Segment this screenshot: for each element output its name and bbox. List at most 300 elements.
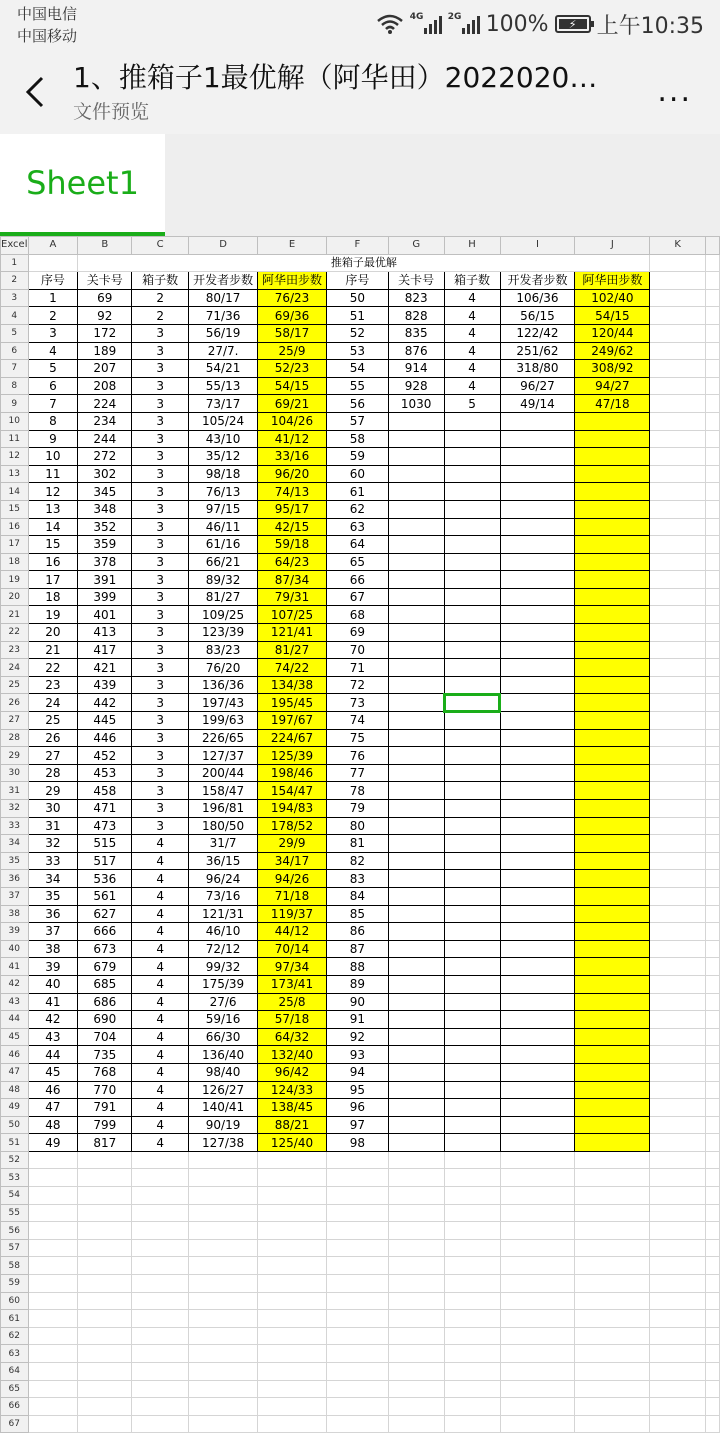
row-header[interactable]: 16 bbox=[1, 518, 29, 536]
table-cell[interactable] bbox=[575, 1028, 650, 1046]
table-cell[interactable]: 44 bbox=[28, 1046, 78, 1064]
table-cell[interactable]: 67 bbox=[326, 588, 388, 606]
grid-cell[interactable] bbox=[650, 412, 706, 430]
table-cell[interactable]: 199/63 bbox=[189, 712, 258, 730]
table-cell[interactable] bbox=[388, 483, 444, 501]
table-cell[interactable]: 4 bbox=[444, 377, 500, 395]
table-cell[interactable]: 207 bbox=[78, 360, 132, 378]
table-cell[interactable]: 76/13 bbox=[189, 483, 258, 501]
back-arrow-icon[interactable] bbox=[16, 68, 56, 116]
table-cell[interactable] bbox=[444, 1063, 500, 1081]
table-cell[interactable] bbox=[444, 852, 500, 870]
table-cell[interactable]: 3 bbox=[132, 694, 189, 712]
table-cell[interactable] bbox=[500, 1081, 575, 1099]
row-header[interactable]: 40 bbox=[1, 940, 29, 958]
table-cell[interactable]: 3 bbox=[132, 659, 189, 677]
table-cell[interactable]: 445 bbox=[78, 712, 132, 730]
table-cell[interactable]: 3 bbox=[132, 360, 189, 378]
table-cell[interactable] bbox=[444, 817, 500, 835]
column-header[interactable]: D bbox=[189, 237, 258, 255]
table-cell[interactable] bbox=[500, 1063, 575, 1081]
table-cell[interactable] bbox=[444, 606, 500, 624]
table-cell[interactable]: 251/62 bbox=[500, 342, 575, 360]
table-cell[interactable]: 175/39 bbox=[189, 975, 258, 993]
grid-cell[interactable] bbox=[326, 1292, 388, 1310]
grid-cell[interactable] bbox=[575, 1363, 650, 1381]
table-cell[interactable] bbox=[444, 448, 500, 466]
grid-cell[interactable] bbox=[388, 1204, 444, 1222]
row-header[interactable]: 51 bbox=[1, 1134, 29, 1152]
grid-cell[interactable] bbox=[706, 324, 720, 342]
table-cell[interactable] bbox=[444, 412, 500, 430]
row-header[interactable]: 4 bbox=[1, 307, 29, 325]
grid-cell[interactable] bbox=[28, 1222, 78, 1240]
table-cell[interactable] bbox=[500, 430, 575, 448]
table-cell[interactable] bbox=[575, 993, 650, 1011]
table-cell[interactable] bbox=[444, 1046, 500, 1064]
tab-sheet1[interactable]: Sheet1 bbox=[0, 134, 165, 236]
table-cell[interactable]: 189 bbox=[78, 342, 132, 360]
grid-cell[interactable] bbox=[706, 712, 720, 730]
grid-cell[interactable] bbox=[78, 1345, 132, 1363]
grid-cell[interactable] bbox=[650, 817, 706, 835]
table-cell[interactable]: 16 bbox=[28, 553, 78, 571]
grid-cell[interactable] bbox=[28, 1327, 78, 1345]
table-cell[interactable]: 88/21 bbox=[258, 1116, 327, 1134]
table-cell[interactable]: 66/21 bbox=[189, 553, 258, 571]
grid-cell[interactable] bbox=[28, 1151, 78, 1169]
table-cell[interactable] bbox=[575, 694, 650, 712]
grid-cell[interactable] bbox=[650, 395, 706, 413]
table-header-cell[interactable]: 关卡号 bbox=[78, 272, 132, 290]
table-cell[interactable]: 82 bbox=[326, 852, 388, 870]
table-cell[interactable]: 136/36 bbox=[189, 676, 258, 694]
table-cell[interactable] bbox=[575, 782, 650, 800]
table-cell[interactable] bbox=[500, 571, 575, 589]
grid-cell[interactable] bbox=[444, 1415, 500, 1433]
table-cell[interactable] bbox=[444, 465, 500, 483]
table-cell[interactable] bbox=[444, 694, 500, 712]
table-cell[interactable]: 89 bbox=[326, 975, 388, 993]
grid-cell[interactable] bbox=[189, 1398, 258, 1416]
table-cell[interactable] bbox=[388, 536, 444, 554]
grid-cell[interactable] bbox=[706, 1099, 720, 1117]
grid-cell[interactable] bbox=[575, 1187, 650, 1205]
grid-cell[interactable] bbox=[575, 1169, 650, 1187]
grid-cell[interactable] bbox=[326, 1380, 388, 1398]
row-header[interactable]: 50 bbox=[1, 1116, 29, 1134]
grid-cell[interactable] bbox=[706, 483, 720, 501]
grid-cell[interactable] bbox=[650, 694, 706, 712]
table-cell[interactable]: 458 bbox=[78, 782, 132, 800]
row-header[interactable]: 39 bbox=[1, 923, 29, 941]
table-cell[interactable]: 76/23 bbox=[258, 289, 327, 307]
table-cell[interactable]: 439 bbox=[78, 676, 132, 694]
table-cell[interactable]: 11 bbox=[28, 465, 78, 483]
table-cell[interactable] bbox=[388, 518, 444, 536]
grid-cell[interactable] bbox=[650, 272, 706, 290]
table-cell[interactable]: 515 bbox=[78, 835, 132, 853]
grid-cell[interactable] bbox=[28, 1292, 78, 1310]
table-cell[interactable]: 61/16 bbox=[189, 536, 258, 554]
table-cell[interactable] bbox=[575, 430, 650, 448]
table-cell[interactable]: 25/9 bbox=[258, 342, 327, 360]
table-cell[interactable] bbox=[575, 641, 650, 659]
table-cell[interactable] bbox=[444, 1011, 500, 1029]
table-cell[interactable] bbox=[388, 835, 444, 853]
grid-cell[interactable] bbox=[575, 1292, 650, 1310]
grid-cell[interactable] bbox=[444, 1310, 500, 1328]
table-cell[interactable] bbox=[575, 800, 650, 818]
table-cell[interactable]: 124/33 bbox=[258, 1081, 327, 1099]
table-cell[interactable]: 92 bbox=[78, 307, 132, 325]
table-cell[interactable]: 928 bbox=[388, 377, 444, 395]
grid-cell[interactable] bbox=[650, 588, 706, 606]
table-cell[interactable]: 59 bbox=[326, 448, 388, 466]
table-cell[interactable]: 68 bbox=[326, 606, 388, 624]
column-header[interactable]: J bbox=[575, 237, 650, 255]
grid-cell[interactable] bbox=[132, 1363, 189, 1381]
table-cell[interactable]: 59/18 bbox=[258, 536, 327, 554]
grid-cell[interactable] bbox=[650, 1011, 706, 1029]
table-cell[interactable]: 194/83 bbox=[258, 800, 327, 818]
table-cell[interactable] bbox=[500, 448, 575, 466]
table-cell[interactable]: 348 bbox=[78, 500, 132, 518]
table-cell[interactable] bbox=[575, 483, 650, 501]
table-cell[interactable]: 66 bbox=[326, 571, 388, 589]
table-header-cell[interactable]: 箱子数 bbox=[444, 272, 500, 290]
table-cell[interactable]: 817 bbox=[78, 1134, 132, 1152]
grid-cell[interactable] bbox=[258, 1310, 327, 1328]
table-cell[interactable]: 125/39 bbox=[258, 747, 327, 765]
table-cell[interactable]: 3 bbox=[132, 412, 189, 430]
row-header[interactable]: 27 bbox=[1, 712, 29, 730]
table-cell[interactable]: 73/17 bbox=[189, 395, 258, 413]
table-cell[interactable]: 1030 bbox=[388, 395, 444, 413]
table-cell[interactable]: 208 bbox=[78, 377, 132, 395]
grid-cell[interactable] bbox=[575, 1275, 650, 1293]
grid-cell[interactable] bbox=[500, 1292, 575, 1310]
grid-cell[interactable] bbox=[132, 1275, 189, 1293]
table-cell[interactable]: 95 bbox=[326, 1081, 388, 1099]
table-cell[interactable] bbox=[444, 782, 500, 800]
grid-cell[interactable] bbox=[706, 1345, 720, 1363]
grid-cell[interactable] bbox=[650, 1398, 706, 1416]
grid-cell[interactable] bbox=[706, 764, 720, 782]
table-cell[interactable]: 38 bbox=[28, 940, 78, 958]
table-cell[interactable]: 446 bbox=[78, 729, 132, 747]
table-cell[interactable] bbox=[575, 1046, 650, 1064]
grid-cell[interactable] bbox=[650, 1380, 706, 1398]
grid-cell[interactable] bbox=[189, 1151, 258, 1169]
table-cell[interactable]: 3 bbox=[132, 430, 189, 448]
row-header[interactable]: 66 bbox=[1, 1398, 29, 1416]
table-cell[interactable] bbox=[575, 1116, 650, 1134]
table-cell[interactable] bbox=[575, 923, 650, 941]
table-cell[interactable] bbox=[388, 940, 444, 958]
grid-cell[interactable] bbox=[706, 887, 720, 905]
grid-cell[interactable] bbox=[444, 1345, 500, 1363]
table-cell[interactable] bbox=[388, 1116, 444, 1134]
table-cell[interactable] bbox=[444, 624, 500, 642]
table-cell[interactable]: 79/31 bbox=[258, 588, 327, 606]
grid-cell[interactable] bbox=[706, 1204, 720, 1222]
grid-cell[interactable] bbox=[706, 1151, 720, 1169]
grid-cell[interactable] bbox=[650, 518, 706, 536]
table-cell[interactable] bbox=[388, 571, 444, 589]
table-cell[interactable]: 4 bbox=[132, 1134, 189, 1152]
table-header-cell[interactable]: 关卡号 bbox=[388, 272, 444, 290]
grid-cell[interactable] bbox=[706, 1292, 720, 1310]
row-header[interactable]: 43 bbox=[1, 993, 29, 1011]
grid-cell[interactable] bbox=[706, 1046, 720, 1064]
column-header[interactable] bbox=[706, 237, 720, 255]
table-cell[interactable] bbox=[500, 500, 575, 518]
table-cell[interactable]: 54/15 bbox=[575, 307, 650, 325]
table-cell[interactable]: 75 bbox=[326, 729, 388, 747]
grid-cell[interactable] bbox=[28, 1380, 78, 1398]
row-header[interactable]: 52 bbox=[1, 1151, 29, 1169]
grid-cell[interactable] bbox=[706, 835, 720, 853]
table-cell[interactable] bbox=[444, 588, 500, 606]
table-cell[interactable]: 57 bbox=[326, 412, 388, 430]
table-cell[interactable]: 77 bbox=[326, 764, 388, 782]
table-cell[interactable] bbox=[575, 747, 650, 765]
grid-cell[interactable] bbox=[706, 624, 720, 642]
table-cell[interactable]: 823 bbox=[388, 289, 444, 307]
row-header[interactable]: 11 bbox=[1, 430, 29, 448]
grid-cell[interactable] bbox=[500, 1239, 575, 1257]
table-cell[interactable]: 125/40 bbox=[258, 1134, 327, 1152]
grid-cell[interactable] bbox=[78, 1398, 132, 1416]
table-cell[interactable]: 4 bbox=[132, 1046, 189, 1064]
grid-cell[interactable] bbox=[326, 1222, 388, 1240]
grid-cell[interactable] bbox=[706, 940, 720, 958]
table-cell[interactable] bbox=[575, 518, 650, 536]
grid-cell[interactable] bbox=[78, 1204, 132, 1222]
table-cell[interactable]: 3 bbox=[132, 676, 189, 694]
grid-cell[interactable] bbox=[706, 817, 720, 835]
table-cell[interactable]: 27/7. bbox=[189, 342, 258, 360]
grid-cell[interactable] bbox=[650, 1275, 706, 1293]
table-cell[interactable]: 55/13 bbox=[189, 377, 258, 395]
row-header[interactable]: 46 bbox=[1, 1046, 29, 1064]
table-cell[interactable] bbox=[575, 940, 650, 958]
grid-cell[interactable] bbox=[132, 1398, 189, 1416]
table-cell[interactable]: 195/45 bbox=[258, 694, 327, 712]
table-cell[interactable]: 2 bbox=[28, 307, 78, 325]
grid-cell[interactable] bbox=[650, 360, 706, 378]
table-cell[interactable]: 4 bbox=[444, 360, 500, 378]
grid-cell[interactable] bbox=[78, 1292, 132, 1310]
table-cell[interactable]: 627 bbox=[78, 905, 132, 923]
row-header[interactable]: 21 bbox=[1, 606, 29, 624]
table-cell[interactable]: 453 bbox=[78, 764, 132, 782]
table-cell[interactable]: 81/27 bbox=[189, 588, 258, 606]
grid-cell[interactable] bbox=[650, 1363, 706, 1381]
table-cell[interactable] bbox=[388, 729, 444, 747]
grid-cell[interactable] bbox=[706, 1257, 720, 1275]
table-cell[interactable]: 25/8 bbox=[258, 993, 327, 1011]
grid-cell[interactable] bbox=[650, 835, 706, 853]
table-cell[interactable]: 79 bbox=[326, 800, 388, 818]
table-cell[interactable] bbox=[388, 782, 444, 800]
table-cell[interactable] bbox=[575, 553, 650, 571]
grid-cell[interactable] bbox=[650, 448, 706, 466]
grid-cell[interactable] bbox=[650, 659, 706, 677]
table-cell[interactable]: 3 bbox=[132, 448, 189, 466]
table-cell[interactable]: 685 bbox=[78, 975, 132, 993]
table-cell[interactable]: 84 bbox=[326, 887, 388, 905]
grid-cell[interactable] bbox=[706, 518, 720, 536]
grid-cell[interactable] bbox=[650, 1257, 706, 1275]
table-cell[interactable]: 28 bbox=[28, 764, 78, 782]
grid-cell[interactable] bbox=[706, 377, 720, 395]
table-cell[interactable] bbox=[388, 975, 444, 993]
table-cell[interactable]: 835 bbox=[388, 324, 444, 342]
table-cell[interactable]: 17 bbox=[28, 571, 78, 589]
grid-cell[interactable] bbox=[500, 1169, 575, 1187]
row-header[interactable]: 56 bbox=[1, 1222, 29, 1240]
table-cell[interactable]: 97/34 bbox=[258, 958, 327, 976]
table-cell[interactable]: 46/10 bbox=[189, 923, 258, 941]
table-cell[interactable]: 94/26 bbox=[258, 870, 327, 888]
table-cell[interactable]: 4 bbox=[132, 940, 189, 958]
grid-cell[interactable] bbox=[706, 1275, 720, 1293]
grid-cell[interactable] bbox=[706, 430, 720, 448]
column-header[interactable]: G bbox=[388, 237, 444, 255]
table-cell[interactable]: 54/21 bbox=[189, 360, 258, 378]
table-cell[interactable]: 80 bbox=[326, 817, 388, 835]
grid-cell[interactable] bbox=[650, 483, 706, 501]
table-cell[interactable]: 88 bbox=[326, 958, 388, 976]
table-cell[interactable]: 32 bbox=[28, 835, 78, 853]
table-cell[interactable] bbox=[388, 588, 444, 606]
table-cell[interactable]: 69 bbox=[78, 289, 132, 307]
grid-cell[interactable] bbox=[706, 395, 720, 413]
table-cell[interactable]: 29 bbox=[28, 782, 78, 800]
table-cell[interactable]: 4 bbox=[132, 887, 189, 905]
grid-cell[interactable] bbox=[78, 1257, 132, 1275]
grid-cell[interactable] bbox=[650, 1292, 706, 1310]
grid-cell[interactable] bbox=[575, 1239, 650, 1257]
table-cell[interactable] bbox=[388, 676, 444, 694]
row-header[interactable]: 38 bbox=[1, 905, 29, 923]
grid-cell[interactable] bbox=[706, 782, 720, 800]
table-cell[interactable]: 5 bbox=[444, 395, 500, 413]
column-header[interactable]: H bbox=[444, 237, 500, 255]
table-cell[interactable]: 36/15 bbox=[189, 852, 258, 870]
table-cell[interactable]: 97/15 bbox=[189, 500, 258, 518]
table-cell[interactable]: 413 bbox=[78, 624, 132, 642]
table-cell[interactable] bbox=[500, 782, 575, 800]
row-header[interactable]: 48 bbox=[1, 1081, 29, 1099]
table-header-cell[interactable]: 阿华田步数 bbox=[575, 272, 650, 290]
grid-cell[interactable] bbox=[650, 1415, 706, 1433]
table-cell[interactable] bbox=[500, 747, 575, 765]
row-header[interactable]: 64 bbox=[1, 1363, 29, 1381]
table-cell[interactable]: 20 bbox=[28, 624, 78, 642]
row-header[interactable]: 7 bbox=[1, 360, 29, 378]
table-cell[interactable]: 3 bbox=[132, 624, 189, 642]
grid-cell[interactable] bbox=[575, 1345, 650, 1363]
table-cell[interactable] bbox=[388, 694, 444, 712]
table-cell[interactable]: 3 bbox=[28, 324, 78, 342]
table-cell[interactable]: 70/14 bbox=[258, 940, 327, 958]
table-cell[interactable]: 50 bbox=[326, 289, 388, 307]
grid-cell[interactable] bbox=[132, 1380, 189, 1398]
table-cell[interactable]: 4 bbox=[132, 835, 189, 853]
table-cell[interactable]: 73 bbox=[326, 694, 388, 712]
grid-cell[interactable] bbox=[650, 342, 706, 360]
table-cell[interactable] bbox=[388, 712, 444, 730]
grid-cell[interactable] bbox=[650, 254, 706, 272]
table-cell[interactable] bbox=[500, 588, 575, 606]
table-cell[interactable]: 234 bbox=[78, 412, 132, 430]
grid-cell[interactable] bbox=[500, 1275, 575, 1293]
table-cell[interactable]: 96/42 bbox=[258, 1063, 327, 1081]
grid-cell[interactable] bbox=[132, 1415, 189, 1433]
grid-cell[interactable] bbox=[388, 1398, 444, 1416]
table-cell[interactable]: 56/19 bbox=[189, 324, 258, 342]
grid-cell[interactable] bbox=[78, 1239, 132, 1257]
grid-cell[interactable] bbox=[650, 1063, 706, 1081]
grid-cell[interactable] bbox=[326, 1310, 388, 1328]
column-header[interactable]: C bbox=[132, 237, 189, 255]
table-cell[interactable] bbox=[388, 1134, 444, 1152]
table-cell[interactable]: 2 bbox=[132, 289, 189, 307]
grid-cell[interactable] bbox=[258, 1398, 327, 1416]
grid-cell[interactable] bbox=[189, 1415, 258, 1433]
row-header[interactable]: 5 bbox=[1, 324, 29, 342]
row-header[interactable]: 3 bbox=[1, 289, 29, 307]
table-cell[interactable]: 4 bbox=[28, 342, 78, 360]
grid-cell[interactable] bbox=[650, 500, 706, 518]
table-cell[interactable] bbox=[500, 1046, 575, 1064]
grid-cell[interactable] bbox=[650, 1204, 706, 1222]
table-cell[interactable] bbox=[388, 500, 444, 518]
table-cell[interactable] bbox=[575, 606, 650, 624]
table-cell[interactable]: 81 bbox=[326, 835, 388, 853]
table-cell[interactable] bbox=[500, 1099, 575, 1117]
table-cell[interactable]: 391 bbox=[78, 571, 132, 589]
table-cell[interactable] bbox=[575, 571, 650, 589]
table-cell[interactable]: 536 bbox=[78, 870, 132, 888]
row-header[interactable]: 37 bbox=[1, 887, 29, 905]
table-cell[interactable]: 673 bbox=[78, 940, 132, 958]
table-cell[interactable]: 91 bbox=[326, 1011, 388, 1029]
table-cell[interactable]: 96/27 bbox=[500, 377, 575, 395]
table-cell[interactable] bbox=[388, 465, 444, 483]
table-cell[interactable]: 3 bbox=[132, 395, 189, 413]
grid-cell[interactable] bbox=[189, 1380, 258, 1398]
grid-cell[interactable] bbox=[706, 923, 720, 941]
table-cell[interactable]: 87 bbox=[326, 940, 388, 958]
grid-cell[interactable] bbox=[388, 1257, 444, 1275]
table-cell[interactable] bbox=[388, 412, 444, 430]
grid-cell[interactable] bbox=[706, 342, 720, 360]
table-cell[interactable]: 22 bbox=[28, 659, 78, 677]
grid-cell[interactable] bbox=[706, 307, 720, 325]
row-header[interactable]: 58 bbox=[1, 1257, 29, 1275]
table-cell[interactable]: 99/32 bbox=[189, 958, 258, 976]
grid-cell[interactable] bbox=[132, 1292, 189, 1310]
row-header[interactable]: 34 bbox=[1, 835, 29, 853]
grid-cell[interactable] bbox=[28, 1239, 78, 1257]
table-cell[interactable] bbox=[388, 905, 444, 923]
table-cell[interactable] bbox=[575, 465, 650, 483]
table-cell[interactable]: 14 bbox=[28, 518, 78, 536]
